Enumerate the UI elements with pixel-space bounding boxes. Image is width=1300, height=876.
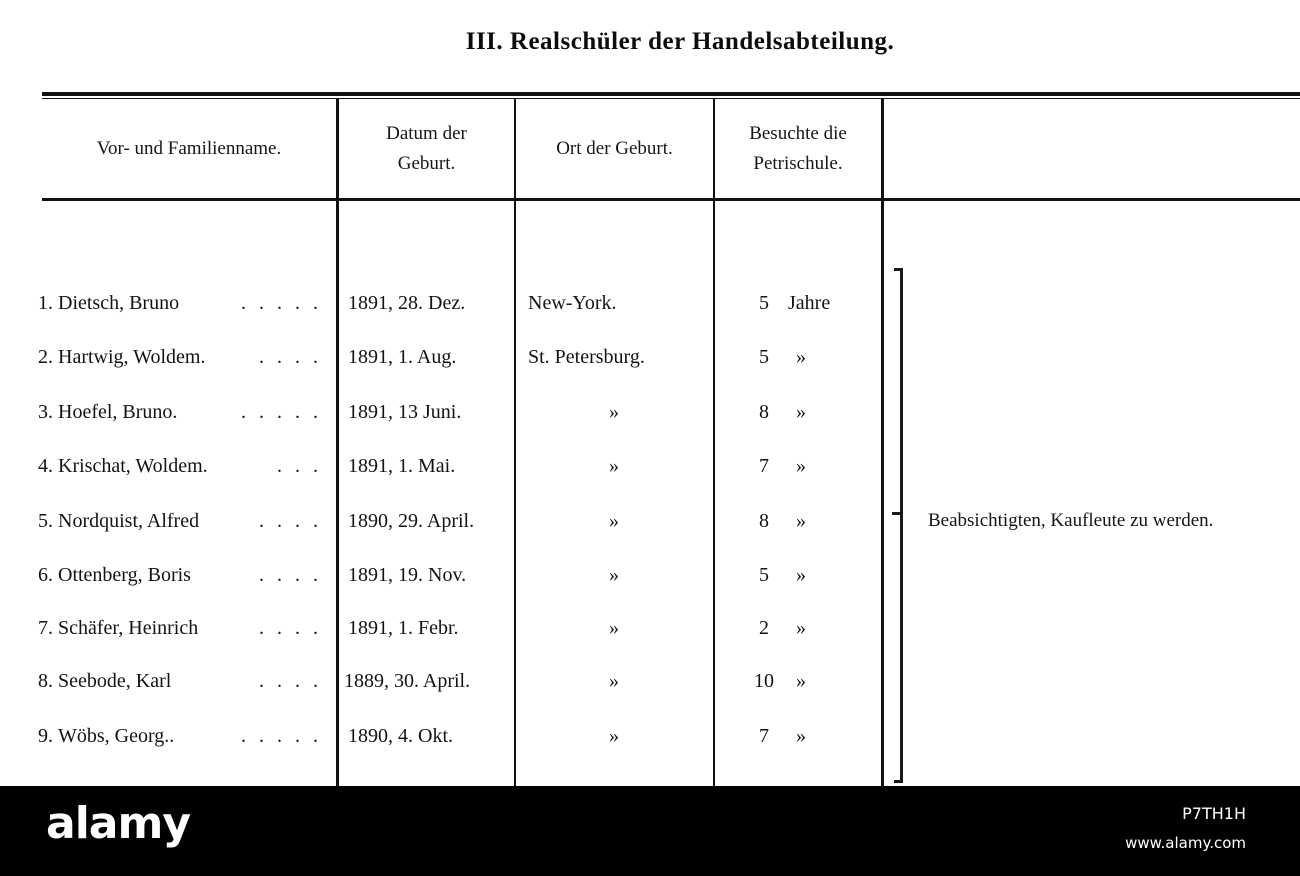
column-divider bbox=[881, 98, 884, 786]
leader-dots: . . . . . bbox=[241, 401, 322, 423]
birth-place: St. Petersburg. bbox=[528, 346, 645, 368]
birth-place: New-York. bbox=[528, 292, 617, 314]
header-place bbox=[516, 100, 713, 198]
header-date-line2: Geburt. bbox=[397, 153, 456, 174]
header-name bbox=[42, 100, 336, 198]
school-years-unit: » bbox=[796, 346, 806, 368]
leader-dots: . . . . . bbox=[241, 292, 322, 314]
school-years: 5 bbox=[759, 292, 769, 314]
header-name-text: Vor- und Familienname. bbox=[96, 138, 282, 159]
birth-date: 1889, 30. April. bbox=[344, 670, 471, 692]
birth-date: 1891, 1. Aug. bbox=[348, 346, 457, 368]
school-years: 8 bbox=[759, 401, 769, 423]
row-number: 5. bbox=[38, 510, 53, 532]
brace-line bbox=[900, 268, 903, 782]
remark-text: Beabsichtigten, Kaufleute zu werden. bbox=[928, 510, 1214, 531]
school-years: 5 bbox=[759, 564, 769, 586]
birth-date: 1891, 28. Dez. bbox=[348, 292, 466, 314]
birth-date: 1891, 13 Juni. bbox=[348, 401, 462, 423]
row-number: 1. bbox=[38, 292, 53, 314]
school-years-unit: » bbox=[796, 670, 806, 692]
brace-middle-point bbox=[892, 512, 902, 515]
school-years-unit: » bbox=[796, 564, 806, 586]
leader-dots: . . . . bbox=[259, 617, 322, 639]
leader-dots: . . . . bbox=[259, 346, 322, 368]
student-name: Hoefel, Bruno. bbox=[58, 401, 178, 423]
brace-bottom-tip bbox=[894, 780, 903, 783]
student-name: Wöbs, Georg.. bbox=[58, 725, 175, 747]
student-name: Hartwig, Woldem. bbox=[58, 346, 206, 368]
header-place-text: Ort der Geburt. bbox=[556, 138, 673, 159]
row-number: 4. bbox=[38, 455, 53, 477]
school-years-unit: Jahre bbox=[788, 292, 831, 314]
school-years: 7 bbox=[759, 725, 769, 747]
school-years: 7 bbox=[759, 455, 769, 477]
birth-place-ditto: » bbox=[609, 510, 619, 532]
table-top-rule-thin bbox=[42, 98, 1300, 99]
leader-dots: . . . bbox=[277, 455, 322, 477]
leader-dots: . . . . bbox=[259, 510, 322, 532]
birth-place-ditto: » bbox=[609, 617, 619, 639]
birth-place-ditto: » bbox=[609, 725, 619, 747]
table-header-rule bbox=[42, 198, 1300, 201]
header-school-line1: Besuchte die bbox=[749, 123, 847, 144]
birth-date: 1891, 19. Nov. bbox=[348, 564, 467, 586]
school-years-unit: » bbox=[796, 401, 806, 423]
school-years-unit: » bbox=[796, 617, 806, 639]
alamy-logo: alamy bbox=[46, 798, 190, 849]
school-years-unit: » bbox=[796, 510, 806, 532]
school-years-unit: » bbox=[796, 455, 806, 477]
student-name: Seebode, Karl bbox=[58, 670, 172, 692]
school-years: 8 bbox=[759, 510, 769, 532]
row-number: 3. bbox=[38, 401, 53, 423]
image-id: P7TH1H bbox=[1182, 804, 1246, 823]
school-years-unit: » bbox=[796, 725, 806, 747]
birth-date: 1891, 1. Febr. bbox=[348, 617, 459, 639]
table-top-rule-thick bbox=[42, 92, 1300, 96]
row-number: 2. bbox=[38, 346, 53, 368]
row-number: 9. bbox=[38, 725, 53, 747]
site-url: www.alamy.com bbox=[1125, 834, 1246, 852]
student-name: Ottenberg, Boris bbox=[58, 564, 191, 586]
birth-place-ditto: » bbox=[609, 455, 619, 477]
row-number: 6. bbox=[38, 564, 53, 586]
header-date-line1: Datum der bbox=[386, 123, 467, 144]
leader-dots: . . . . bbox=[259, 564, 322, 586]
header-school bbox=[715, 100, 881, 198]
birth-place-ditto: » bbox=[609, 670, 619, 692]
leader-dots: . . . . bbox=[259, 670, 322, 692]
column-divider bbox=[713, 98, 715, 786]
birth-place-ditto: » bbox=[609, 564, 619, 586]
page-title: III. Realschüler der Handelsabteilung. bbox=[465, 28, 895, 55]
leader-dots: . . . . . bbox=[241, 725, 322, 747]
birth-date: 1890, 4. Okt. bbox=[348, 725, 453, 747]
school-years: 5 bbox=[759, 346, 769, 368]
student-name: Nordquist, Alfred bbox=[58, 510, 200, 532]
school-years: 10 bbox=[754, 670, 774, 692]
header-date bbox=[339, 100, 514, 198]
birth-place-ditto: » bbox=[609, 401, 619, 423]
school-years: 2 bbox=[759, 617, 769, 639]
birth-date: 1891, 1. Mai. bbox=[348, 455, 456, 477]
column-divider bbox=[336, 98, 339, 786]
header-school-line2: Petrischule. bbox=[753, 153, 843, 174]
student-name: Krischat, Woldem. bbox=[58, 455, 208, 477]
watermark-bar bbox=[0, 786, 1300, 876]
student-name: Dietsch, Bruno bbox=[58, 292, 180, 314]
row-number: 7. bbox=[38, 617, 53, 639]
birth-date: 1890, 29. April. bbox=[348, 510, 475, 532]
student-name: Schäfer, Heinrich bbox=[58, 617, 199, 639]
row-number: 8. bbox=[38, 670, 53, 692]
